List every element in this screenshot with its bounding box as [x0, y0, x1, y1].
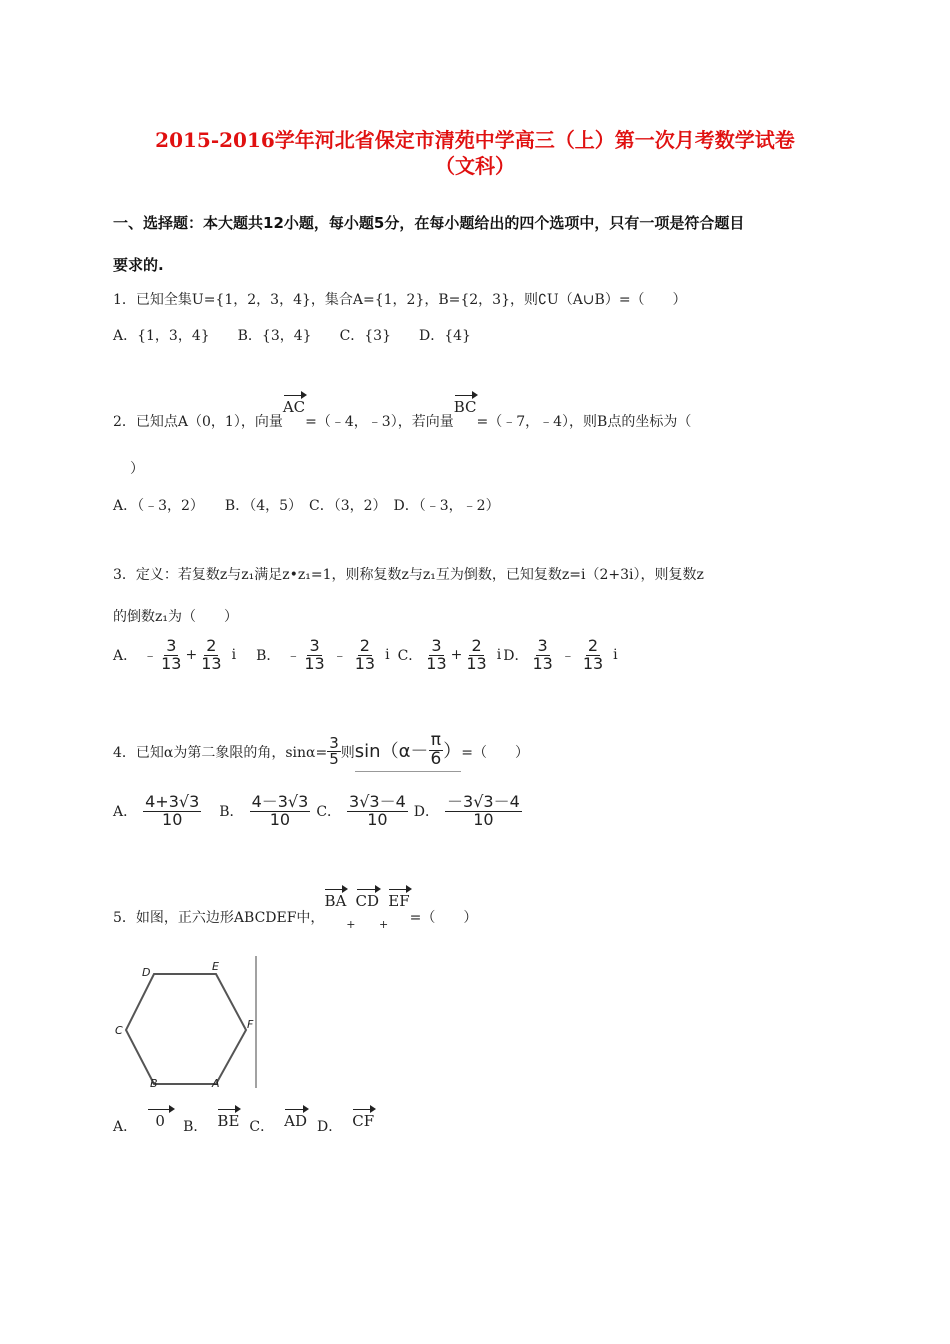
option-b-label: B．	[219, 804, 244, 821]
numerator: 3	[309, 636, 320, 655]
question-3-stem: 3．定义：若复数z与z₁满足z•z₁=1，则称复数z与z₁互为倒数，已知复数z=i（2+3i），则复数z	[113, 567, 704, 583]
sin-text: sin（α－	[354, 741, 429, 763]
option-b-label: B．	[183, 1119, 208, 1135]
question-5-stem	[113, 886, 478, 931]
question-4-stem-part3: =（ ）	[461, 744, 529, 761]
vertex-label-d: D	[142, 966, 151, 979]
fraction-pi-over-six	[428, 732, 443, 769]
numerator: 4－3√3	[251, 792, 309, 811]
denominator: 5	[329, 750, 339, 769]
denominator: 13	[466, 653, 487, 673]
numerator: 3	[166, 636, 177, 655]
question-2-options: A．（﹣3，2） B．（4，5） C．（3，2） D．（﹣3，﹣2）	[113, 498, 500, 514]
question-2-stem-end: ）	[130, 461, 144, 477]
imaginary-unit: i	[496, 647, 502, 664]
denominator: 13	[354, 653, 376, 673]
question-2-stem	[113, 392, 692, 430]
denominator: 10	[473, 809, 494, 829]
question-5-stem-part1: 5．如图，正六边形ABCDEF中，	[113, 910, 325, 926]
vector-be: BE	[217, 1106, 239, 1130]
question-5-stem-part2: =（ ）	[409, 910, 478, 926]
option-a-label: A．	[113, 804, 138, 821]
hexagon-figure	[112, 956, 258, 1088]
document-title: 2015-2016学年河北省保定市清苑中学高三（上）第一次月考数学试卷	[155, 128, 795, 152]
question-2-stem-part3: =（﹣7，﹣4），则B点的坐标为（	[476, 414, 692, 430]
numerator: 3√3－4	[349, 792, 406, 811]
denominator: 10	[367, 809, 388, 829]
numerator: 2	[206, 636, 217, 655]
numerator: 4+3√3	[145, 792, 200, 811]
plus-sign: +	[185, 647, 198, 664]
question-1-stem: 1．已知全集U={1，2，3，4}，集合A={1，2}，B={2，3}，则∁U（A∪B）=（ ）	[113, 292, 687, 308]
question-4-stem-part2: 则	[340, 744, 355, 761]
plus-sign: +	[346, 918, 356, 931]
option-a-label: A．	[113, 1119, 138, 1135]
option-d-label: D．	[316, 1119, 343, 1135]
denominator: 13	[582, 653, 604, 673]
question-3-options	[113, 638, 618, 673]
denominator: 13	[201, 653, 222, 673]
fraction-three-fifths	[327, 733, 341, 769]
fraction	[581, 638, 605, 673]
numerator: 2	[587, 636, 599, 655]
option-b-fraction	[250, 794, 311, 829]
option-d-label: D．	[503, 648, 529, 665]
denominator: 13	[426, 653, 447, 673]
fraction	[530, 638, 554, 673]
vector-ba: BA	[324, 886, 346, 910]
vector-ef: EF	[388, 886, 409, 910]
option-c-label: C．	[316, 804, 342, 821]
option-d-fraction	[445, 794, 522, 829]
minus-sign: ﹣	[143, 648, 158, 665]
denominator: 13	[304, 653, 325, 673]
denominator: 6	[430, 748, 442, 769]
option-d-label: D．	[413, 804, 440, 821]
denominator: 10	[162, 809, 183, 829]
minus-sign: ﹣	[286, 648, 301, 665]
option-a-fraction	[143, 794, 201, 829]
vector-ac: AC	[283, 392, 305, 416]
fraction	[424, 638, 448, 673]
option-b-label: B．	[256, 648, 281, 665]
zero-vector: 0	[147, 1106, 173, 1130]
fraction	[464, 638, 488, 673]
vector-cd: CD	[356, 886, 380, 910]
vertex-label-a: A	[212, 1077, 220, 1088]
question-2-stem-part2: =（﹣4，﹣3），若向量	[305, 414, 454, 430]
close-paren: ）	[443, 741, 462, 763]
denominator: 13	[161, 653, 182, 673]
minus-sign: ﹣	[332, 648, 347, 665]
imaginary-unit: i	[613, 647, 618, 664]
question-2-stem-part1: 2．已知点A（0，1），向量	[113, 414, 283, 430]
section-heading-cont: 要求的.	[113, 256, 164, 274]
vertex-label-c: C	[115, 1024, 123, 1037]
fraction	[302, 638, 326, 673]
option-c-label: C．	[249, 1119, 275, 1135]
imaginary-unit: i	[231, 647, 237, 664]
question-4-options	[113, 794, 522, 829]
hexagon-shape	[126, 974, 246, 1084]
denominator: 13	[532, 653, 553, 673]
minus-sign: ﹣	[560, 648, 575, 665]
imaginary-unit: i	[385, 647, 390, 664]
numerator: 3	[431, 636, 442, 655]
question-1-options: A．{1，3，4} B．{3，4} C．{3} D．{4}	[113, 328, 471, 344]
option-a-label: A．	[113, 648, 138, 665]
sin-expression	[355, 732, 461, 772]
numerator: －3√3－4	[447, 792, 520, 811]
vector-cf: CF	[352, 1106, 374, 1130]
section-heading: 一、选择题：本大题共12小题，每小题5分，在每小题给出的四个选项中，只有一项是符合题目	[113, 214, 745, 232]
question-5-options	[113, 1106, 374, 1136]
fraction	[159, 638, 183, 673]
plus-sign: +	[450, 647, 463, 664]
vector-bc: BC	[454, 392, 477, 416]
option-c-label: C．	[397, 648, 423, 665]
question-4-stem-part1: 4．已知α为第二象限的角，sinα=	[113, 744, 328, 761]
option-c-fraction	[347, 794, 408, 829]
numerator: π	[430, 730, 441, 750]
fraction	[199, 638, 223, 673]
vertex-label-e: E	[212, 960, 219, 973]
denominator: 10	[269, 809, 291, 829]
numerator: 3	[329, 733, 339, 752]
numerator: 2	[359, 636, 370, 655]
numerator: 3	[537, 636, 548, 655]
numerator: 2	[471, 636, 482, 655]
vertex-label-f: F	[247, 1018, 254, 1031]
question-3-stem-cont: 的倒数z₁为（ ）	[113, 609, 238, 625]
vertex-label-b: B	[150, 1077, 158, 1088]
vector-ad: AD	[284, 1106, 307, 1130]
question-4-stem	[113, 732, 529, 772]
fraction	[353, 638, 377, 673]
plus-sign: +	[379, 918, 389, 931]
document-title-subject: （文科）	[435, 154, 515, 178]
